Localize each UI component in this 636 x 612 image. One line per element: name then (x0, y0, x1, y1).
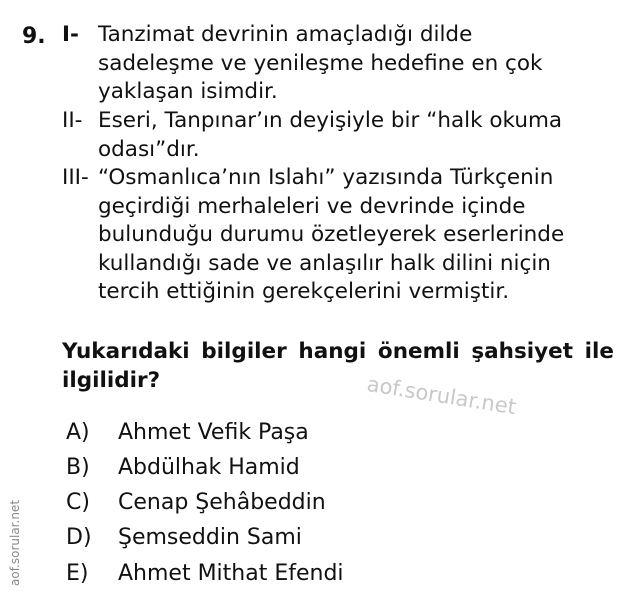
option-a-letter: A) (66, 420, 90, 445)
statement-3-line-2: geçirdiği merhaleleri ve devrinde içinde (98, 193, 526, 219)
question-prompt-line-2: ilgilidir? (62, 368, 161, 393)
option-c[interactable] (66, 488, 326, 518)
watermark-diagonal: aof.sorular.net (365, 372, 518, 420)
prompt-word: ile (584, 339, 614, 364)
question-prompt (62, 337, 614, 395)
statement-2-numeral: II- (62, 108, 83, 133)
prompt-word: şahsiyet (471, 339, 574, 364)
statement-1-line-3: yaklaşan isimdir. (98, 79, 278, 104)
option-b[interactable] (66, 453, 300, 483)
statement-3-line-1: “Osmanlıca’nın Islahı” yazısında Türkçenin (98, 165, 554, 190)
statement-3-line-4: kullandığı sade ve anlaşılır halk dilini niçin (98, 250, 551, 276)
statement-3-numeral: III- (62, 165, 89, 190)
option-e-text: Ahmet Mithat Efendi (118, 561, 344, 586)
prompt-word: bilgiler (201, 339, 287, 364)
statement-1-line-2: sadeleşme ve yenileşme hedefine en çok (98, 50, 543, 76)
prompt-word: hangi (298, 339, 367, 364)
question-prompt-line-1 (62, 337, 614, 366)
option-d-text: Şemseddin Sami (118, 525, 302, 550)
question-number: 9. (22, 24, 46, 49)
option-a-text: Ahmet Vefik Paşa (118, 420, 309, 445)
option-d-letter: D) (66, 525, 92, 550)
option-e[interactable] (66, 559, 344, 589)
option-c-text: Cenap Şehâbeddin (118, 490, 326, 515)
prompt-word: Yukarıdaki (62, 339, 190, 364)
option-b-text: Abdülhak Hamid (118, 455, 300, 480)
option-a[interactable] (66, 418, 309, 448)
option-c-letter: C) (66, 490, 90, 515)
option-d[interactable] (66, 523, 302, 553)
statement-3-line-3: bulunduğu durumu özetleyerek eserlerinde (98, 222, 565, 247)
statement-1-line-1: Tanzimat devrinin amaçladığı dilde (98, 22, 473, 47)
option-b-letter: B) (66, 455, 90, 480)
statement-1-numeral: I- (62, 22, 79, 47)
statement-3-line-5: tercih ettiğinin gerekçelerini vermiştir. (98, 279, 510, 304)
statement-2-line-2: odası”dır. (98, 136, 200, 162)
prompt-word: önemli (377, 339, 460, 364)
watermark-side: aof.sorular.net (8, 499, 22, 586)
statement-2-line-1: Eseri, Tanpınar’ın deyişiyle bir “halk okuma (98, 108, 563, 133)
option-e-letter: E) (66, 561, 89, 586)
